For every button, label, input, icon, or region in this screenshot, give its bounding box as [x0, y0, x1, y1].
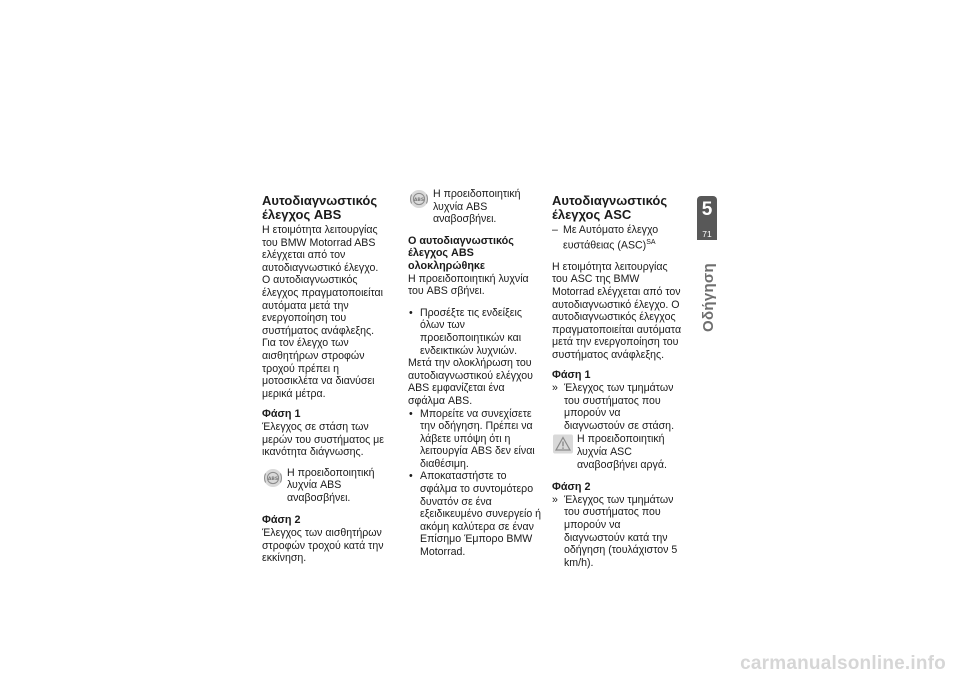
column-abs-completed [408, 188, 542, 559]
abs-warning-lamp-icon [408, 189, 430, 209]
svg-text:ABS: ABS [267, 476, 279, 482]
asc-warning-lamp-icon [552, 434, 574, 454]
section-label: Οδήγηση [700, 263, 717, 332]
asc-warning-text: Η προειδοποιητική λυχνία ASC αναβοσβήνει αργά. [577, 433, 667, 471]
phase1-text: Έλεγχος σε στάση των μερών του συστήματος με ικανότητα διάγνωσης. [262, 420, 385, 459]
asc-option-text: Με Αυτόματο έλεγχο ευστάθειας (ASC) [563, 224, 659, 252]
asc-phase2-list [552, 494, 684, 570]
abs-fault-list [408, 408, 542, 559]
svg-text:ABS: ABS [413, 198, 425, 203]
phase1-heading: Φάση 1 [262, 408, 301, 421]
abs-warning-note-continued [408, 188, 542, 226]
abs-warning-note [262, 467, 388, 505]
abs-warning-text: Η προειδοποιητική λυχνία ABS αναβοσβήνει. [433, 188, 521, 226]
abs-checklist [408, 307, 542, 357]
column-asc-self-diagnosis [552, 194, 684, 569]
asc-phase1-list [552, 382, 684, 432]
section-title-abs: Αυτοδιαγνωστικός έλεγχος ABS [262, 193, 378, 222]
list-item: » Έλεγχος των τμημάτων του συστήματος που μπορούν να διαγνωστούν σε στάση. [552, 382, 684, 432]
list-item: • Προσέξτε τις ενδείξεις όλων των προειδοποιητικών και ενδεικτικών λυχνιών. [408, 307, 542, 357]
list-item [552, 224, 684, 252]
sa-marker: SA [646, 238, 656, 246]
abs-warning-lamp-icon [262, 468, 284, 488]
column-abs-self-diagnosis [262, 194, 388, 565]
watermark: carmanualsonline.info [740, 653, 946, 674]
list-item: • Μπορείτε να συνεχίσετε την οδήγηση. Πρέπει να λάβετε υπόψη ότι η λειτουργία ABS δεν είναι διαθέσιμη. [408, 408, 542, 471]
abs-warning-text: Η προειδοποιητική λυχνία ABS αναβοσβήνει. [287, 466, 375, 504]
phase2-text: Έλεγχος των αισθητήρων στροφών τροχού κατά την εκκίνηση. [262, 527, 384, 565]
asc-phase2-heading: Φάση 2 [552, 481, 591, 494]
asc-warning-note [552, 433, 684, 471]
asc-option-list [552, 224, 684, 252]
list-item: » Έλεγχος των τμημάτων του συστήματος που μπορούν να διαγνωστούν κατά την οδήγηση (τουλάχιστον 5 km/h). [552, 494, 684, 570]
list-item: • Αποκαταστήστε το σφάλμα το συντομότερο δυνατόν σε ένα εξειδικευμένο συνεργείο ή ακόμη καλύτερα σε έναν Επίσημο Έμπορο BMW Motorrad. [408, 470, 542, 558]
abs-after-text: Μετά την ολοκλήρωση του αυτοδιαγνωστικού ελέγχου ABS εμφανίζεται ένα σφάλμα ABS. [408, 357, 533, 407]
abs-completed-heading: Ο αυτοδιαγνωστικός έλεγχος ABS ολοκληρώθηκε [408, 234, 514, 272]
asc-phase1-heading: Φάση 1 [552, 369, 591, 382]
abs-intro-text: Η ετοιμότητα λειτουργίας του BMW Motorrad ABS ελέγχεται από τον αυτοδιαγνωστικό έλεγχο. Ο αυτοδιαγνωστικός έλεγχος πραγματοποιείται αυτόματα μετά την ενεργοποίηση του συστήματος ανάφλεξης. Για τον έλεγχο των αισθητήρων στροφών τροχού πρέπει η μοτοσικλέτα να διανύσει μερικά μέτρα. [262, 224, 384, 400]
chapter-number: 5 [701, 199, 713, 220]
page-number: 71 [702, 229, 712, 239]
abs-completed-intro: Η προειδοποιητική λυχνία του ABS σβήνει. [408, 272, 529, 298]
section-title-asc: Αυτοδιαγνωστικός έλεγχος ASC [552, 193, 668, 222]
asc-intro-text: Η ετοιμότητα λειτουργίας του ASC της BMW Motorrad ελέγχεται από τον αυτοδιαγνωστικό έλεγχο. Ο αυτοδιαγνωστικός έλεγχος πραγματοποιείται αυτόματα μετά την ενεργοποίηση του συστήματος ανάφλεξης. [552, 260, 682, 361]
phase2-heading: Φάση 2 [262, 514, 301, 527]
